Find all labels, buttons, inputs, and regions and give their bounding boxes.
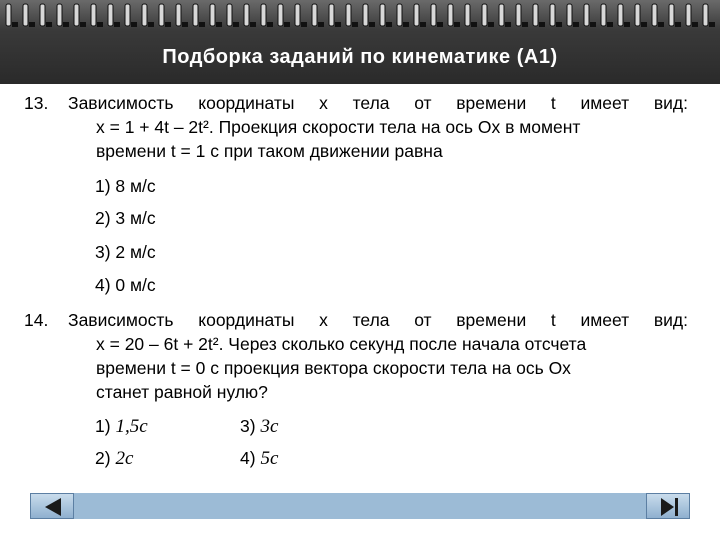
binding-ring (40, 4, 45, 26)
binding-hole (709, 22, 715, 27)
binding-hole (267, 22, 273, 27)
answer-option: 2) 3 м/с (95, 208, 156, 228)
binding-ring (465, 4, 470, 26)
binding-ring (431, 4, 436, 26)
binding-hole (352, 22, 358, 27)
answer-option: 4) 0 м/с (95, 275, 156, 295)
question-text-line: Зависимость координаты x тела от времени t имеет вид: (68, 310, 688, 330)
navigation-bar (30, 493, 690, 519)
binding-hole (454, 22, 460, 27)
binding-hole (641, 22, 647, 27)
binding-ring (57, 4, 62, 26)
binding-ring (125, 4, 130, 26)
binding-ring (601, 4, 606, 26)
binding-ring (176, 4, 181, 26)
binding-hole (233, 22, 239, 27)
spiral-binding (0, 0, 720, 36)
back-button[interactable] (30, 493, 74, 519)
binding-hole (573, 22, 579, 27)
binding-hole (46, 22, 52, 27)
binding-hole (29, 22, 35, 27)
binding-hole (250, 22, 256, 27)
binding-hole (522, 22, 528, 27)
binding-hole (165, 22, 171, 27)
answer-option (240, 446, 278, 471)
answer-option: 3) 2 м/с (95, 242, 156, 262)
binding-hole (471, 22, 477, 27)
question-text-line: станет равной нулю? (96, 382, 268, 402)
binding-hole (369, 22, 375, 27)
answer-option-value: 3c (260, 416, 279, 437)
answer-option: 1) 8 м/с (95, 176, 156, 196)
skip-to-end-icon (647, 494, 691, 520)
binding-hole (12, 22, 18, 27)
binding-hole (97, 22, 103, 27)
binding-ring (261, 4, 266, 26)
binding-ring (312, 4, 317, 26)
binding-ring (533, 4, 538, 26)
question-text-line: Зависимость координаты x тела от времени t имеет вид: (68, 93, 688, 113)
binding-hole (692, 22, 698, 27)
answer-option-label: 1) (95, 416, 111, 436)
binding-hole (403, 22, 409, 27)
answer-option (240, 414, 278, 439)
question-text-line: x = 20 – 6t + 2t². Через сколько секунд после начала отсчета (96, 334, 587, 354)
binding-hole (505, 22, 511, 27)
binding-hole (216, 22, 222, 27)
answer-option-label: 3) (240, 416, 256, 436)
binding-hole (556, 22, 562, 27)
binding-ring (669, 4, 674, 26)
binding-hole (63, 22, 69, 27)
question-text-line: времени t = 0 с проекция вектора скорости тела на ось Оx (96, 358, 571, 378)
triangle-left-icon (31, 494, 75, 520)
binding-hole (131, 22, 137, 27)
binding-hole (80, 22, 86, 27)
answer-option-value: 1,5c (115, 416, 148, 437)
binding-ring (380, 4, 385, 26)
binding-hole (590, 22, 596, 27)
binding-ring (159, 4, 164, 26)
binding-hole (675, 22, 681, 27)
answer-option-label: 4) (240, 448, 256, 468)
binding-ring (499, 4, 504, 26)
binding-ring (397, 4, 402, 26)
answer-option (95, 446, 133, 471)
binding-ring (142, 4, 147, 26)
binding-ring (686, 4, 691, 26)
binding-ring (652, 4, 657, 26)
binding-ring (6, 4, 11, 26)
binding-ring (635, 4, 640, 26)
binding-ring (23, 4, 28, 26)
binding-hole (114, 22, 120, 27)
binding-hole (420, 22, 426, 27)
binding-ring (295, 4, 300, 26)
binding-ring (567, 4, 572, 26)
last-slide-button[interactable] (646, 493, 690, 519)
binding-ring (618, 4, 623, 26)
binding-hole (148, 22, 154, 27)
binding-hole (318, 22, 324, 27)
slide-header (0, 0, 720, 84)
binding-ring (414, 4, 419, 26)
binding-hole (539, 22, 545, 27)
binding-hole (624, 22, 630, 27)
binding-ring (74, 4, 79, 26)
binding-hole (335, 22, 341, 27)
binding-ring (550, 4, 555, 26)
question-text-line: времени t = 1 с при таком движении равна (96, 141, 443, 161)
binding-hole (301, 22, 307, 27)
binding-ring (346, 4, 351, 26)
question-number: 14. (24, 310, 49, 330)
question-number: 13. (24, 93, 49, 113)
binding-ring (193, 4, 198, 26)
binding-ring (278, 4, 283, 26)
binding-hole (386, 22, 392, 27)
binding-ring (482, 4, 487, 26)
binding-hole (658, 22, 664, 27)
binding-ring (363, 4, 368, 26)
binding-ring (584, 4, 589, 26)
answer-option-value: 2c (115, 448, 134, 469)
binding-ring (91, 4, 96, 26)
binding-hole (607, 22, 613, 27)
binding-hole (284, 22, 290, 27)
binding-hole (182, 22, 188, 27)
answer-option-label: 2) (95, 448, 111, 468)
answer-option (95, 414, 148, 439)
binding-hole (199, 22, 205, 27)
binding-ring (210, 4, 215, 26)
slide-title: Подборка заданий по кинематике (А1) (162, 46, 558, 68)
binding-ring (108, 4, 113, 26)
answer-option-value: 5c (260, 448, 279, 469)
binding-ring (244, 4, 249, 26)
binding-ring (516, 4, 521, 26)
binding-hole (437, 22, 443, 27)
binding-ring (329, 4, 334, 26)
binding-hole (488, 22, 494, 27)
question-text-line: x = 1 + 4t – 2t². Проекция скорости тела на ось Оx в момент (96, 117, 581, 137)
binding-ring (703, 4, 708, 26)
binding-ring (227, 4, 232, 26)
binding-ring (448, 4, 453, 26)
